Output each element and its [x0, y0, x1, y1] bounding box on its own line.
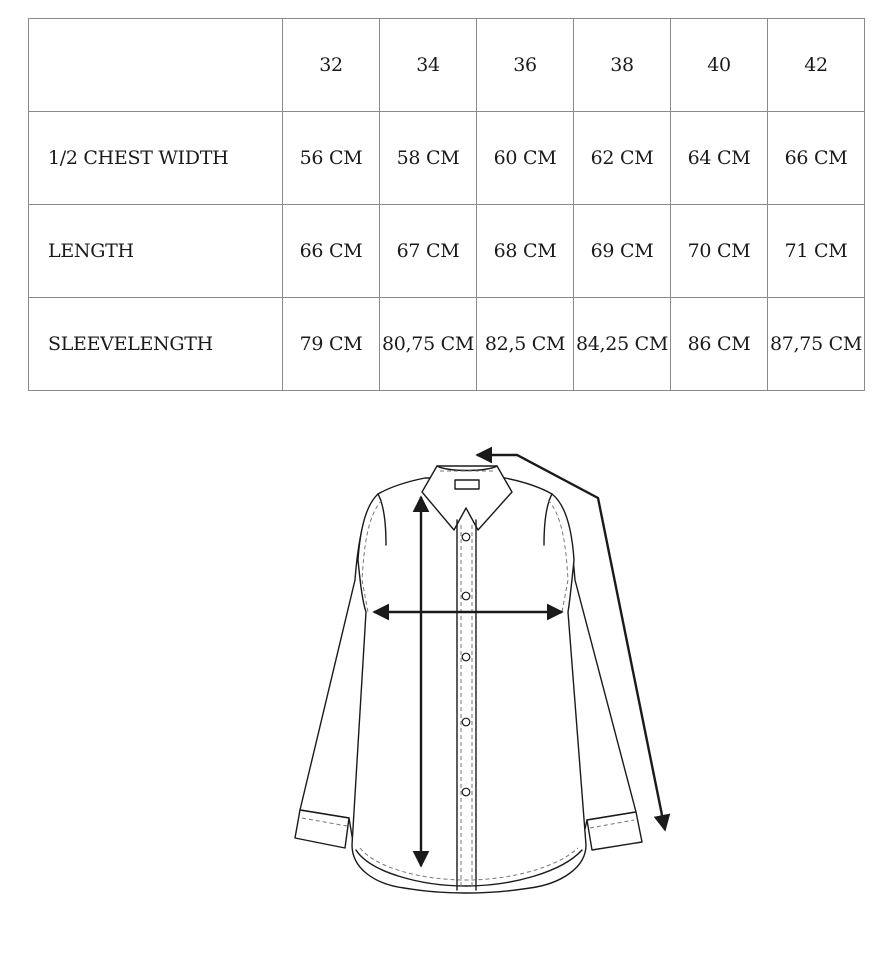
measurement-cell: 66 CM	[283, 205, 380, 298]
measurement-cell: 87,75 CM	[768, 298, 865, 391]
measurement-cell: 82,5 CM	[477, 298, 574, 391]
measurement-cell: 66 CM	[768, 112, 865, 205]
measurement-cell: 67 CM	[380, 205, 477, 298]
size-header-cell: 36	[477, 19, 574, 112]
row-label-length: LENGTH	[29, 205, 283, 298]
size-header-cell: 42	[768, 19, 865, 112]
button-icon	[462, 533, 470, 541]
button-icon	[462, 653, 470, 661]
button-icon	[462, 788, 470, 796]
size-header-cell: 32	[283, 19, 380, 112]
measurement-cell: 69 CM	[574, 205, 671, 298]
measurement-cell: 56 CM	[283, 112, 380, 205]
button-icon	[462, 718, 470, 726]
measurement-cell: 68 CM	[477, 205, 574, 298]
measurement-cell: 64 CM	[671, 112, 768, 205]
measurement-cell: 84,25 CM	[574, 298, 671, 391]
size-header-cell: 38	[574, 19, 671, 112]
measurement-cell: 60 CM	[477, 112, 574, 205]
button-icon	[462, 592, 470, 600]
measurement-cell: 86 CM	[671, 298, 768, 391]
neck-label	[455, 480, 479, 489]
measurement-cell: 62 CM	[574, 112, 671, 205]
measurement-cell: 58 CM	[380, 112, 477, 205]
size-header-cell: 40	[671, 19, 768, 112]
row-label-chest-width: 1/2 CHEST WIDTH	[29, 112, 283, 205]
row-label-sleeve-length: SLEEVELENGTH	[29, 298, 283, 391]
measurement-cell: 71 CM	[768, 205, 865, 298]
measurement-cell: 70 CM	[671, 205, 768, 298]
measurement-cell: 80,75 CM	[380, 298, 477, 391]
shirt-body	[352, 478, 586, 893]
measurement-cell: 79 CM	[283, 298, 380, 391]
shirt-icon	[295, 466, 642, 893]
size-header-cell: 34	[380, 19, 477, 112]
